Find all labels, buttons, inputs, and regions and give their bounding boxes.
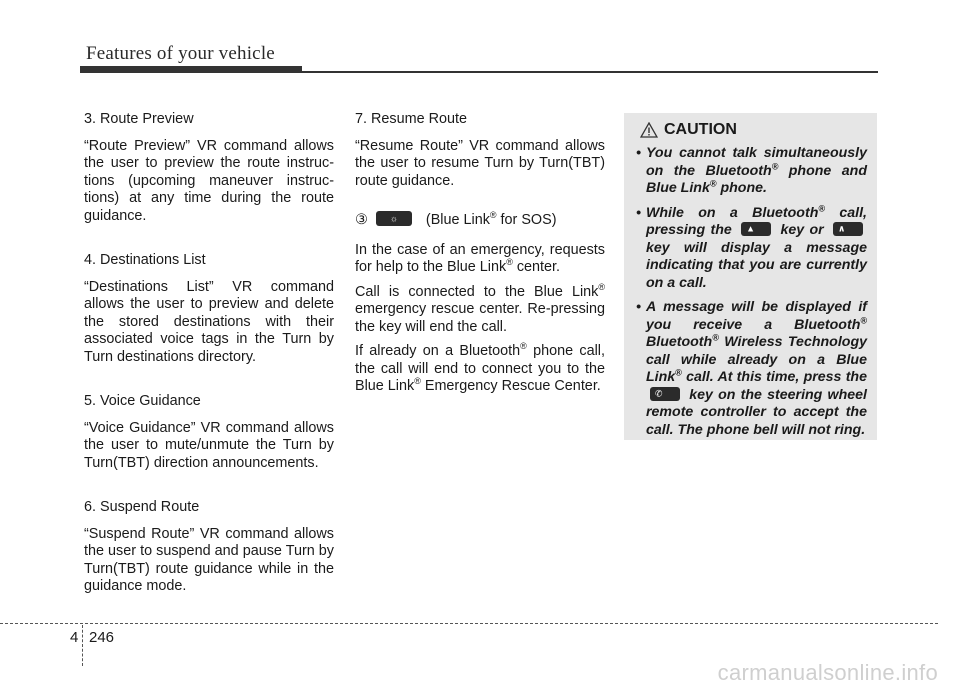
paragraph-text: If already on a Bluetooth xyxy=(355,343,521,359)
section-heading: 4. Destinations List xyxy=(84,252,206,268)
caution-list xyxy=(634,145,867,439)
warning-triangle-icon xyxy=(640,122,658,138)
caution-text: key or xyxy=(775,222,829,238)
caution-text: While on a Bluetooth xyxy=(646,204,819,221)
caution-text: phone. xyxy=(716,180,767,196)
registered-mark: ® xyxy=(771,160,779,171)
paragraph xyxy=(355,242,605,277)
section-body: “Route Preview” VR command allows the user to preview the route instructions (upcoming maneuver instructions) at any time during the route guidance. xyxy=(84,137,334,224)
registered-mark: ® xyxy=(598,281,605,292)
page-number: 246 xyxy=(89,629,115,646)
caution-text: key will display a message indicating that you are currently on a call. xyxy=(646,239,867,291)
paragraph xyxy=(355,343,605,396)
caution-text: call. At this time, press the xyxy=(681,369,867,385)
section-body: “Suspend Route” VR command allows the user to suspend and pause Turn by Turn(TBT) route guidance while in the guidance mode. xyxy=(84,525,334,594)
paragraph-text: In the case of an emergency, requests for help to the Blue Link xyxy=(355,241,605,275)
navigation-key-icon: ∧ xyxy=(833,222,863,236)
caution-item xyxy=(634,299,867,439)
paragraph-text: phone call, the call will end to connect you to the Blue Link xyxy=(355,343,605,394)
caution-text: call, pressing the xyxy=(646,204,867,238)
section-body: “Destinations List” VR command allows the user to preview and delete the stored destinations with their associated voice tags in the Turn by Turn destinations directory. xyxy=(84,278,334,365)
footer-divider xyxy=(82,625,83,666)
caution-header xyxy=(634,121,867,139)
caution-item xyxy=(634,145,867,198)
caution-box xyxy=(624,113,877,440)
paragraph-text: Emergency Rescue Center. xyxy=(420,378,601,394)
watermark: carmanualsonline.info xyxy=(717,660,938,685)
section-heading: 6. Suspend Route xyxy=(84,499,200,515)
page-header-title: Features of your vehicle xyxy=(86,43,275,64)
registered-mark: ® xyxy=(489,210,497,221)
sos-key-icon: ☼ xyxy=(376,211,412,226)
key-number: ③ xyxy=(355,212,368,228)
caution-text: You cannot talk simultaneously on the Bluetooth xyxy=(646,145,867,179)
phone-key-icon: ✆ xyxy=(650,387,680,401)
key-label: for SOS) xyxy=(496,212,557,228)
bluelink-key-icon: ▲ xyxy=(741,222,771,236)
section-body: “Resume Route” VR command allows the user to resume Turn by Turn(TBT) route guidance. xyxy=(355,137,605,189)
middle-column xyxy=(355,111,605,403)
registered-mark: ® xyxy=(414,376,421,387)
key-line xyxy=(355,211,605,230)
paragraph xyxy=(355,281,605,337)
registered-mark: ® xyxy=(860,314,867,325)
section-heading: 5. Voice Guidance xyxy=(84,393,201,409)
section-heading: 7. Resume Route xyxy=(355,111,467,127)
registered-mark: ® xyxy=(675,367,682,378)
paragraph-text: emergency rescue center. Re-pressing the key will end the call. xyxy=(355,301,605,335)
paragraph-text: Call is connected to the Blue Link xyxy=(355,283,599,300)
caution-text: A message will be displayed if you receive a Bluetooth xyxy=(646,299,867,333)
chapter-number: 4 xyxy=(70,629,79,646)
registered-mark: ® xyxy=(712,332,719,343)
caution-item xyxy=(634,202,867,293)
left-column xyxy=(84,111,334,603)
paragraph-text: center. xyxy=(512,259,561,275)
registered-mark: ® xyxy=(709,178,717,189)
bullet: • xyxy=(636,145,641,161)
section-body: “Voice Guidance” VR command allows the user to mute/unmute the Turn by Turn(TBT) direction announcements. xyxy=(84,419,334,471)
bullet: • xyxy=(636,204,641,221)
registered-mark: ® xyxy=(506,257,513,268)
header-rule xyxy=(80,71,878,73)
bullet: • xyxy=(636,299,641,315)
caution-text: key on the steering wheel remote controller to accept the call. The phone bell will not ring. xyxy=(646,386,867,438)
caution-title: CAUTION xyxy=(664,121,737,138)
registered-mark: ® xyxy=(520,341,527,352)
caution-text: Bluetooth xyxy=(646,334,713,350)
registered-mark: ® xyxy=(818,202,826,213)
key-label: (Blue Link xyxy=(425,212,490,228)
caution-text: Wireless Technology call while already on a Blue Link xyxy=(646,334,867,385)
footer-rule xyxy=(0,623,938,624)
caution-text: phone and Blue Link xyxy=(646,162,867,196)
section-heading: 3. Route Preview xyxy=(84,111,194,127)
